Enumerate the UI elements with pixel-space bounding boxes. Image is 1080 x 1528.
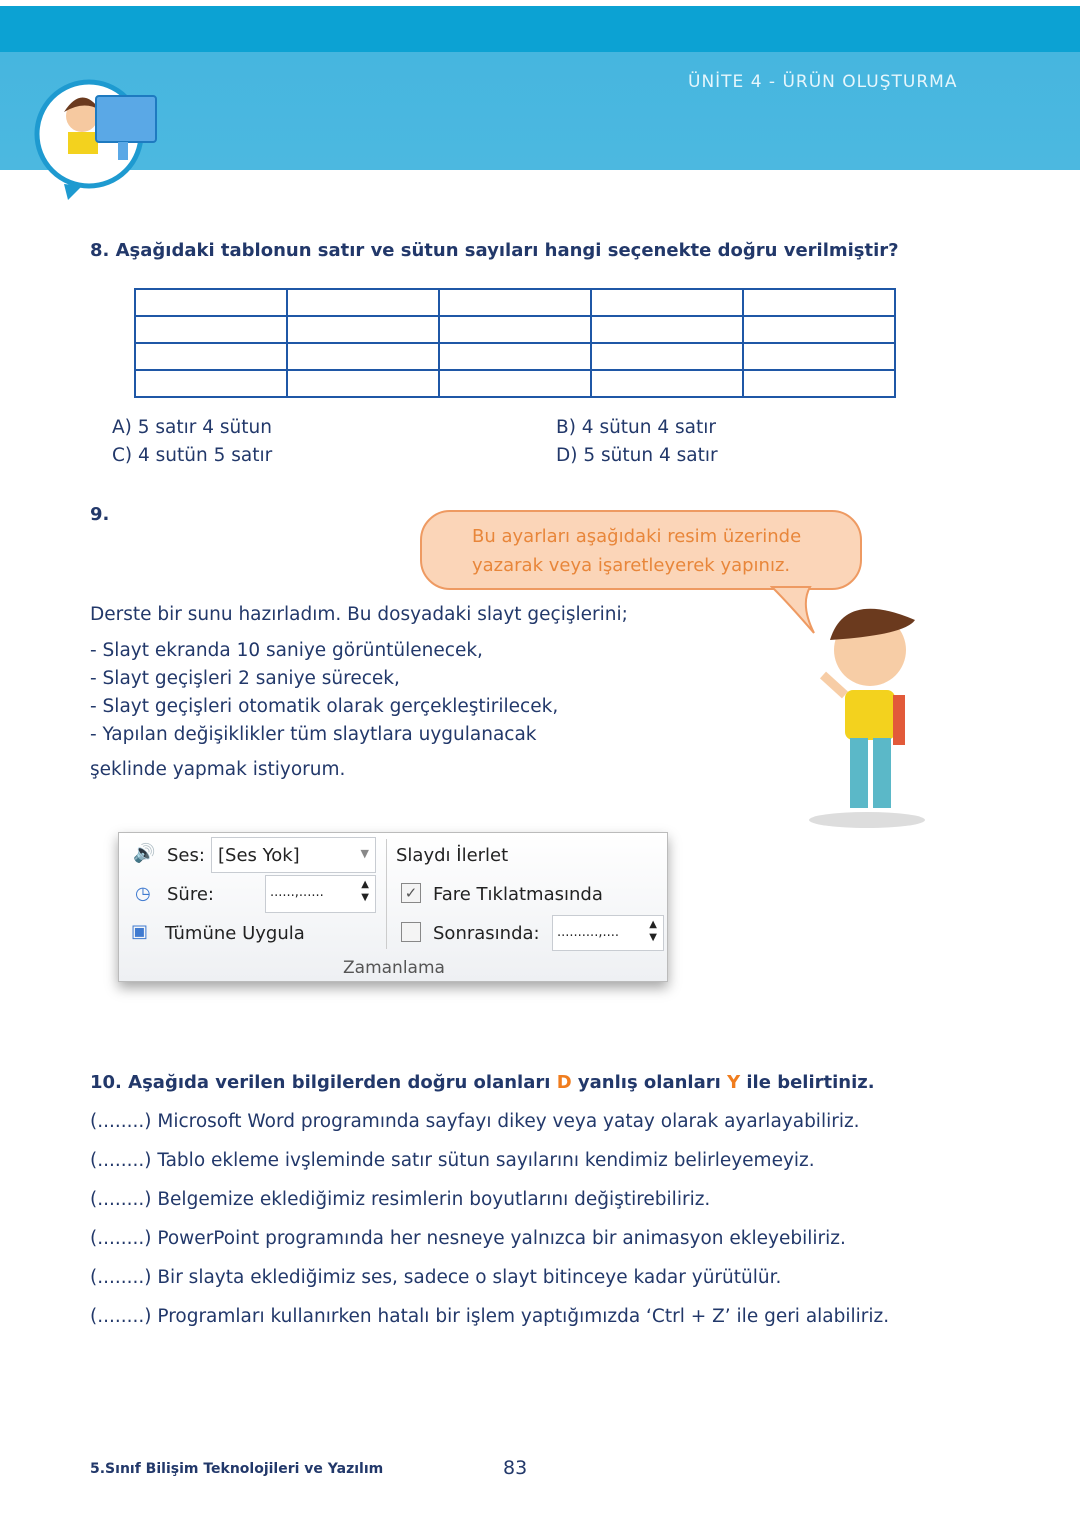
sound-label: Ses: xyxy=(167,845,205,866)
sample-table xyxy=(134,288,896,398)
chevron-down-icon: ▼ xyxy=(360,847,369,860)
option-d[interactable]: D) 5 sütun 4 satır xyxy=(556,445,718,466)
q10-statement[interactable]: (........) PowerPoint programında her nesneye yalnızca bir animasyon ekleyebiliriz. xyxy=(90,1228,846,1249)
q10-statement[interactable]: (........) Bir slayta eklediğimiz ses, sadece o slayt bitinceye kadar yürütülür. xyxy=(90,1267,782,1288)
q9-intro: Derste bir sunu hazırladım. Bu dosyadaki slayt geçişlerini; xyxy=(90,604,628,625)
question-10-title xyxy=(90,1072,875,1093)
apply-all-icon: ▣ xyxy=(131,921,149,942)
option-a[interactable]: A) 5 satır 4 sütun xyxy=(112,417,272,438)
bubble-line: Bu ayarları aşağıdaki resim üzerinde xyxy=(472,526,802,547)
title-text: ile belirtiniz. xyxy=(740,1072,875,1093)
speech-bubble xyxy=(420,510,862,590)
q10-statement[interactable]: (........) Microsoft Word programında sayfayı dikey veya yatay olarak ayarlayabiliriz. xyxy=(90,1111,860,1132)
option-b[interactable]: B) 4 sütun 4 satır xyxy=(556,417,717,438)
false-letter: Y xyxy=(727,1072,741,1093)
boy-character-icon xyxy=(805,590,930,830)
q9-item: - Slayt geçişleri otomatik olarak gerçekleştirilecek, xyxy=(90,696,559,717)
advance-title: Slaydı İlerlet xyxy=(396,845,509,866)
q10-statement[interactable]: (........) Programları kullanırken hatalı bir işlem yaptığımızda ‘Ctrl + Z’ ile geri alabiliriz. xyxy=(90,1306,890,1327)
header-band-top xyxy=(0,6,1080,52)
q10-statement[interactable]: (........) Belgemize eklediğimiz resimlerin boyutlarını değiştirebiliriz. xyxy=(90,1189,711,1210)
sound-value: [Ses Yok] xyxy=(218,845,300,866)
question-9-number: 9. xyxy=(90,504,110,525)
clock-icon: ◷ xyxy=(135,883,151,904)
group-label: Zamanlama xyxy=(343,958,445,978)
after-checkbox[interactable] xyxy=(401,922,421,942)
duration-spinner[interactable] xyxy=(265,875,376,913)
q9-item: - Yapılan değişiklikler tüm slaytlara uygulanacak xyxy=(90,724,537,745)
sound-icon: 🔊 xyxy=(133,843,156,864)
question-8-title: 8. Aşağıdaki tablonun satır ve sütun sayıları hangi seçenekte doğru verilmiştir? xyxy=(90,240,899,261)
duration-label: Süre: xyxy=(167,884,214,905)
after-spinner[interactable] xyxy=(552,915,664,951)
duration-value: ......,...... xyxy=(270,885,324,900)
divider xyxy=(386,839,387,949)
option-c[interactable]: C) 4 sutün 5 satır xyxy=(112,445,273,466)
true-letter: D xyxy=(556,1072,572,1093)
timing-panel xyxy=(118,832,668,982)
q9-outro: şeklinde yapmak istiyorum. xyxy=(90,759,346,780)
q9-item: - Slayt ekranda 10 saniye görüntülenecek, xyxy=(90,640,483,661)
title-text: 10. Aşağıda verilen bilgilerden doğru olanları xyxy=(90,1072,557,1093)
q10-statement[interactable]: (........) Tablo ekleme ivşleminde satır sütun sayılarını kendimiz belirleyemeyiz. xyxy=(90,1150,815,1171)
page-number: 83 xyxy=(503,1457,528,1479)
sound-dropdown[interactable] xyxy=(211,837,376,873)
on-click-checkbox[interactable]: ✓ xyxy=(401,883,421,903)
title-text: yanlış olanları xyxy=(571,1072,728,1093)
mascot-computer-icon xyxy=(34,74,164,204)
unit-title: ÜNİTE 4 - ÜRÜN OLUŞTURMA xyxy=(688,72,958,92)
q9-item: - Slayt geçişleri 2 saniye sürecek, xyxy=(90,668,400,689)
on-click-label: Fare Tıklatmasında xyxy=(433,884,603,905)
footer-book-title: 5.Sınıf Bilişim Teknolojileri ve Yazılım xyxy=(90,1461,384,1477)
spinner-arrows-icon[interactable]: ▲ ▼ xyxy=(361,879,369,903)
spinner-arrows-icon[interactable]: ▲ ▼ xyxy=(649,919,657,943)
after-value: ..........,.... xyxy=(557,925,619,940)
after-label: Sonrasında: xyxy=(433,923,540,944)
apply-all-button[interactable]: Tümüne Uygula xyxy=(165,923,305,944)
bubble-line: yazarak veya işaretleyerek yapınız. xyxy=(472,555,791,576)
